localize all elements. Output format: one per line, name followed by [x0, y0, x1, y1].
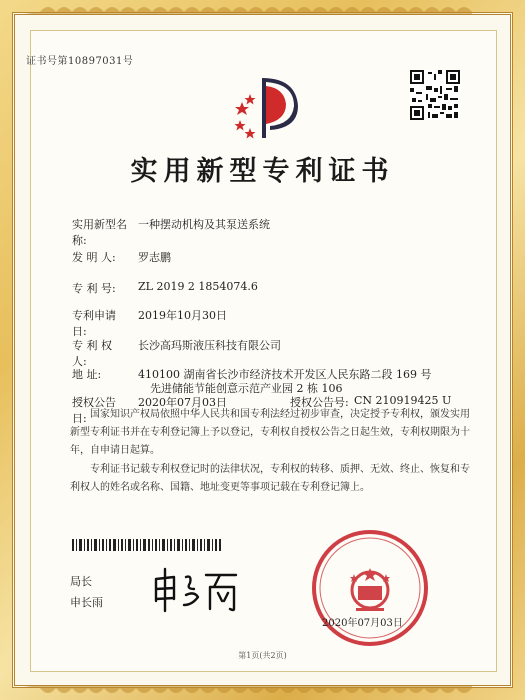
handwritten-signature [150, 565, 240, 615]
registry-paragraph: 专利证书记载专利权登记时的法律状况，专利权的转移、质押、无效、终止、恢复和专利权人的姓名或名称、国籍、地址变更等事项记载在专利登记簿上。 [70, 464, 470, 493]
field-filing-date [72, 307, 227, 339]
address-line-1: 410100 湖南省长沙市经济技术开发区人民东路二段 169 号 [138, 368, 432, 381]
certificate-title: 实用新型专利证书 [130, 156, 395, 187]
field-patent-number [72, 280, 258, 296]
field-label: 实用新型名称: [72, 218, 127, 247]
official-seal-icon [310, 528, 430, 648]
seal-date: 2020年07月03日 [322, 618, 403, 629]
field-inventor [72, 249, 171, 265]
field-label: 专 利 号: [72, 282, 116, 295]
certificate-number: 证书号第10897031号 [26, 56, 134, 67]
field-value: 一种摆动机构及其泵送系统 [138, 218, 270, 231]
grant-pub-number: CN 210919425 U [354, 394, 452, 407]
grant-date: 2020年07月03日 [138, 396, 227, 409]
grant-pub-label: 授权公告号: [290, 396, 349, 409]
top-ornament [0, 2, 525, 16]
director-name: 申长雨 [70, 596, 103, 609]
field-label: 地 址: [72, 368, 102, 381]
field-value: 2019年10月30日 [138, 309, 227, 322]
field-address [72, 366, 432, 395]
cnipa-logo-icon [226, 72, 306, 142]
field-label: 发 明 人: [72, 251, 116, 264]
field-value: 长沙高玛斯液压科技有限公司 [138, 339, 281, 352]
bottom-ornament [0, 684, 525, 698]
address-line-2: 先进储能节能创意示范产业园 2 栋 106 [150, 382, 343, 395]
field-value: 罗志鹏 [138, 251, 171, 264]
field-patentee [72, 337, 281, 369]
field-label: 专利申请日: [72, 309, 116, 338]
page-number: 第1页(共2页) [238, 651, 287, 660]
grant-paragraph: 国家知识产权局依照中华人民共和国专利法经过初步审查，决定授予专利权，颁发实用新型专利证书并在专利登记簿上予以登记，专利权自授权公告之日起生效，专利权期限为十年，自申请日起算。 [70, 409, 470, 456]
field-value: ZL 2019 2 1854074.6 [138, 280, 258, 293]
barcode-icon [72, 539, 222, 551]
field-label: 授权公告日: [72, 396, 116, 425]
field-label: 专 利 权 人: [72, 339, 112, 368]
field-utility-name [72, 216, 270, 248]
qr-code-icon [410, 70, 460, 120]
director-title: 局长 [70, 575, 92, 588]
